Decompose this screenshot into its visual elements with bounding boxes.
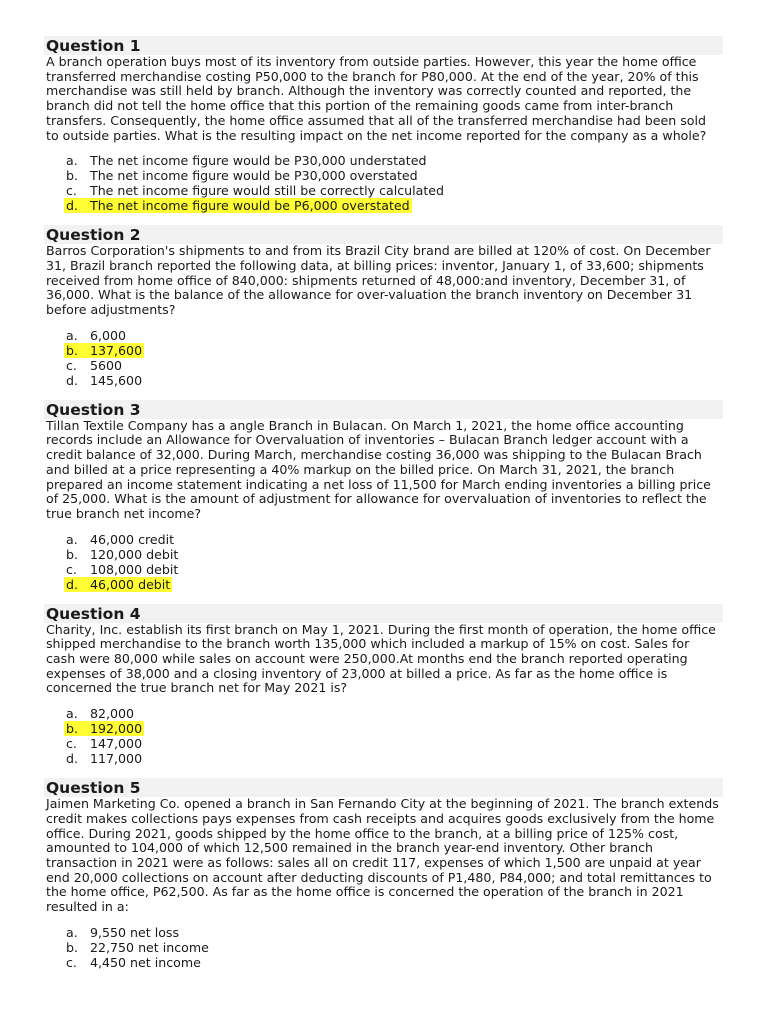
question-block (44, 604, 723, 767)
question-block (44, 36, 723, 213)
answer-option-highlighted (64, 577, 723, 592)
answer-option (64, 706, 723, 721)
answer-option-content (64, 751, 144, 766)
question-title: Question 4 (44, 604, 723, 623)
answer-option-letter: b. (66, 168, 78, 184)
answer-options (64, 532, 723, 592)
answer-option-letter: c. (66, 561, 77, 577)
answer-option-content (64, 736, 144, 751)
answer-option-letter: c. (66, 736, 77, 752)
answer-option-letter: a. (66, 531, 78, 547)
question-text: A branch operation buys most of its inventory from outside parties. However, this year the home office transferred merchandise costing P50,000 to the branch for P80,000. At the end of the year, 20% of this merchandise was still held by branch. Although the inventory was correctly counted and reported, the branch did not tell the home office that this portion of the remaining goods came from inter-branch transfers. Consequently, the home office assumed that all of the transferred merchandise had been sold to outside parties. What is the resulting impact on the net income reported for the company as a whole? (46, 54, 707, 143)
answer-option (64, 955, 723, 970)
answer-option (64, 328, 723, 343)
question-text: Tillan Textile Company has a angle Branch in Bulacan. On March 1, 2021, the home office accounting records include an Allowance for Overvaluation of inventories – Bulacan Branch ledger account with a credit balance of 32,000. During March, merchandise costing 36,000 was shipping to the Bulacan Brach and billed at a price representing a 40% markup on the billed price. On March 31, 2021, the branch prepared an income statement indicating a net loss of 11,500 for March ending inventories a billing price of 25,000. What is the amount of adjustment for allowance for overvaluation of inventories to reflect the true branch net income? (46, 417, 711, 521)
answer-option-content (64, 358, 124, 373)
answer-option (64, 373, 723, 388)
answer-option-content (64, 183, 446, 198)
question-block (44, 225, 723, 388)
answer-option-text: 82,000 (90, 706, 135, 722)
answer-option-content (64, 168, 420, 183)
answer-option (64, 751, 723, 766)
answer-option-letter: d. (65, 577, 89, 592)
answer-option-text: 46,000 credit (90, 531, 175, 547)
answer-option-text: 6,000 (90, 327, 127, 343)
answer-option (64, 168, 723, 183)
answer-option (64, 153, 723, 168)
answer-option-letter: b. (66, 546, 78, 562)
answer-option-letter: d. (66, 751, 78, 767)
answer-option-content (64, 721, 144, 736)
answer-option-letter: b. (65, 343, 89, 358)
answer-option (64, 940, 723, 955)
answer-option-text: 22,750 net income (90, 939, 209, 955)
answer-options (64, 153, 723, 213)
answer-option-text: 5600 (90, 357, 123, 373)
answer-option-text: The net income figure would be P30,000 overstated (90, 168, 418, 184)
answer-option-content (64, 562, 180, 577)
answer-option-letter: a. (66, 924, 78, 940)
answer-option-content (64, 577, 172, 592)
question-title: Question 5 (44, 778, 723, 797)
question-title: Question 1 (44, 36, 723, 55)
question-block (44, 778, 723, 970)
answer-options (64, 328, 723, 388)
answer-option-content (64, 532, 176, 547)
answer-option (64, 736, 723, 751)
question-list (44, 36, 723, 982)
answer-option-text: 137,600 (90, 342, 143, 358)
answer-option (64, 183, 723, 198)
answer-option-text: 145,600 (90, 372, 143, 388)
question-text: Charity, Inc. establish its first branch on May 1, 2021. During the first month of operation, the home office shipped merchandise to the branch worth 135,000 which included a markup of 15% on cost. Sales for cash were 80,000 while sales on account were 250,000.At months end the branch reported operating expenses of 38,000 and a closing inventory of 23,000 at billed a price. As far as the home office is concerned the true branch net for May 2021 is? (46, 621, 716, 696)
answer-option-text: 46,000 debit (90, 576, 171, 592)
answer-option-text: 120,000 debit (90, 546, 179, 562)
answer-option-content (64, 373, 144, 388)
answer-option-letter: a. (66, 153, 78, 169)
answer-option-content (64, 547, 180, 562)
answer-option-letter: c. (66, 954, 77, 970)
answer-options (64, 706, 723, 766)
answer-option-content (64, 706, 136, 721)
answer-option-content (64, 940, 211, 955)
answer-option-text: 192,000 (90, 721, 143, 737)
answer-option-content (64, 955, 203, 970)
answer-option-letter: b. (65, 721, 89, 736)
answer-option-text: 147,000 (90, 736, 143, 752)
answer-option-text: 9,550 net loss (90, 924, 180, 940)
answer-option-text: The net income figure would be P30,000 understated (90, 153, 427, 169)
question-title: Question 2 (44, 225, 723, 244)
answer-option-letter: c. (66, 357, 77, 373)
question-title: Question 3 (44, 400, 723, 419)
answer-option-content (64, 925, 181, 940)
answer-option-highlighted (64, 721, 723, 736)
answer-option-text: 4,450 net income (90, 954, 201, 970)
answer-option (64, 547, 723, 562)
answer-option-letter: a. (66, 706, 78, 722)
answer-option-text: The net income figure would be P6,000 overstated (90, 198, 410, 214)
answer-option-highlighted (64, 343, 723, 358)
answer-option-highlighted (64, 198, 723, 213)
answer-options (64, 925, 723, 970)
answer-option-content (64, 198, 412, 213)
answer-option (64, 532, 723, 547)
question-text: Jaimen Marketing Co. opened a branch in San Fernando City at the beginning of 2021. The branch extends credit makes collections pays expenses from cash receipts and acquires goods exclusively from the home office. During 2021, goods shipped by the home office to the branch, at a billing price of 125% cost, amounted to 104,000 of which 12,500 remained in the branch year-end inventory. Other branch transaction in 2021 were as follows: sales all on credit 117, expenses of which 1,500 are unpaid at year end 20,000 collections on account after deducting discounts of P1,480, P84,000; and total remittances to the home office, P62,500. As far as the home office is concerned the operation of the branch in 2021 resulted in a: (46, 796, 719, 915)
answer-option-content (64, 343, 144, 358)
answer-option-content (64, 328, 128, 343)
answer-option-letter: a. (66, 327, 78, 343)
question-block (44, 400, 723, 592)
answer-option (64, 925, 723, 940)
answer-option-letter: c. (66, 183, 77, 199)
answer-option-text: The net income figure would still be correctly calculated (90, 183, 445, 199)
question-text: Barros Corporation's shipments to and from its Brazil City brand are billed at 120% of cost. On December 31, Brazil branch reported the following data, at billing prices: inventor, January 1, of 33,600; shipments received from home office of 840,000: shipments returned of 48,000:and inventory, December 31, of 36,000. What is the balance of the allowance for over-valuation the branch inventory on December 31 before adjustments? (46, 243, 711, 318)
answer-option (64, 358, 723, 373)
answer-option-letter: d. (65, 198, 89, 213)
answer-option-text: 117,000 (90, 751, 143, 767)
answer-option (64, 562, 723, 577)
answer-option-content (64, 153, 428, 168)
answer-option-letter: b. (66, 939, 78, 955)
answer-option-letter: d. (66, 372, 78, 388)
answer-option-text: 108,000 debit (90, 561, 179, 577)
